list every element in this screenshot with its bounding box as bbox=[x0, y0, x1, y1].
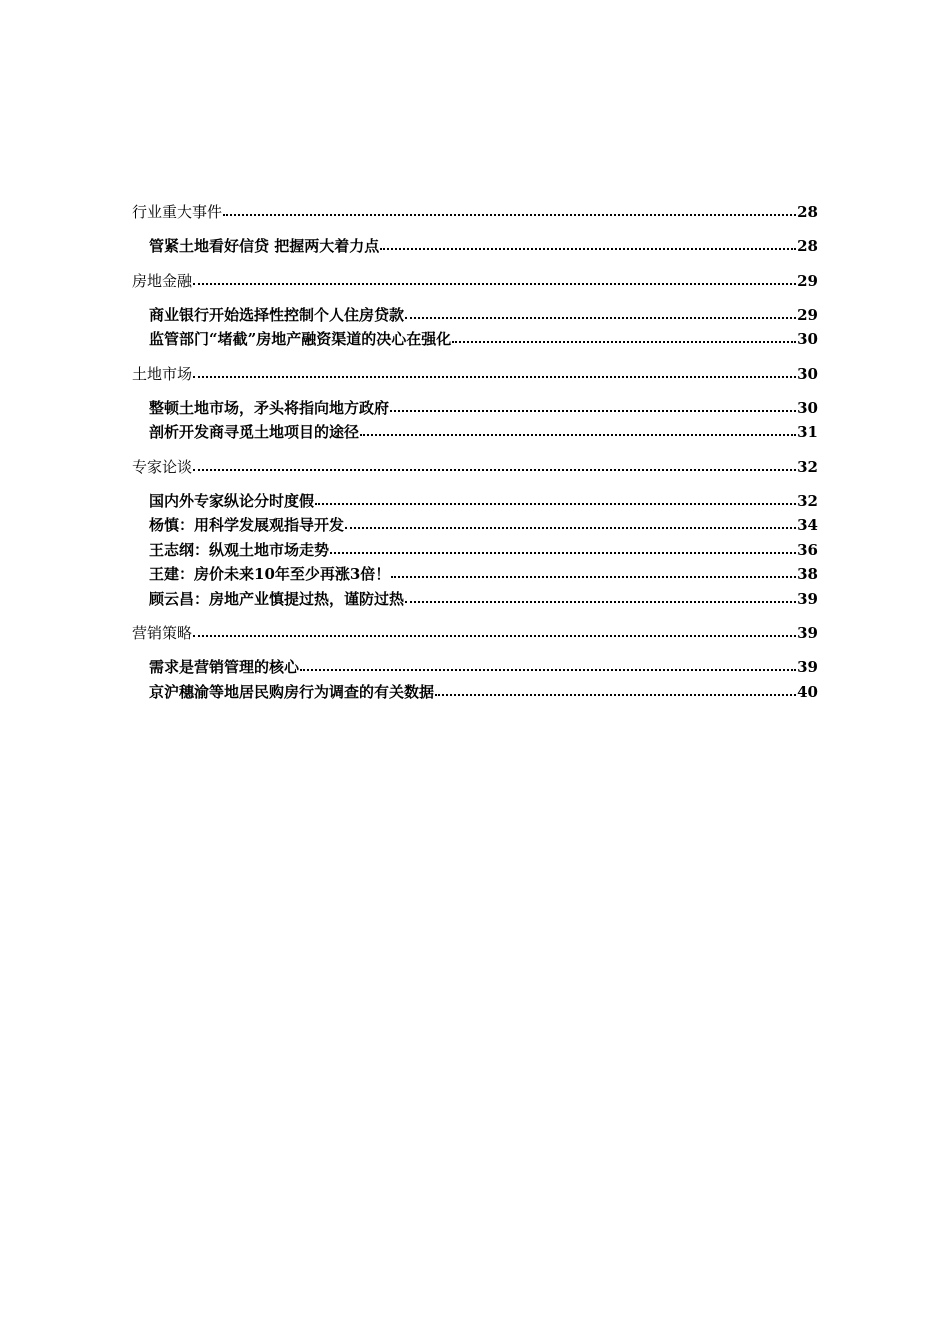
toc-entry-title: 需求是营销管理的核心 bbox=[149, 658, 300, 676]
dot-leader bbox=[193, 364, 796, 379]
dot-leader bbox=[330, 540, 796, 555]
toc-entry-page: 31 bbox=[797, 423, 818, 441]
dot-leader bbox=[405, 589, 796, 604]
toc-entry-page: 34 bbox=[797, 516, 818, 534]
toc-section bbox=[132, 269, 818, 352]
toc-entry-page: 30 bbox=[797, 364, 818, 383]
toc-entry-title: 房地金融 bbox=[132, 271, 193, 290]
toc-entry-page: 38 bbox=[797, 565, 818, 583]
toc-entry-page: 40 bbox=[797, 682, 818, 701]
toc-entry-title: 国内外专家纵论分时度假 bbox=[149, 491, 315, 510]
toc-entry-page: 39 bbox=[797, 624, 818, 642]
toc-entry-title: 杨慎：用科学发展观指导开发 bbox=[149, 516, 345, 534]
toc-entry-page: 36 bbox=[797, 540, 818, 559]
toc-entry-title: 商业银行开始选择性控制个人住房贷款 bbox=[149, 305, 405, 324]
toc-entry-page: 39 bbox=[797, 658, 818, 676]
toc-entry-level1[interactable] bbox=[132, 455, 818, 479]
toc-entry-title: 京沪穗渝等地居民购房行为调查的有关数据 bbox=[149, 682, 435, 701]
toc-entry-title: 营销策略 bbox=[132, 624, 193, 642]
toc-entry-title: 王志纲：纵观土地市场走势 bbox=[149, 540, 330, 559]
toc-entry-level2[interactable] bbox=[132, 420, 818, 445]
dot-leader bbox=[452, 329, 796, 344]
toc-entry-page: 29 bbox=[797, 271, 818, 290]
toc-section bbox=[132, 621, 818, 704]
dot-leader bbox=[193, 457, 796, 472]
dot-leader bbox=[193, 623, 796, 638]
toc-entry-level2[interactable] bbox=[132, 680, 818, 705]
toc-entry-title: 管紧土地看好信贷 把握两大着力点 bbox=[149, 237, 380, 255]
toc-entry-level2[interactable] bbox=[132, 538, 818, 563]
dot-leader bbox=[300, 657, 796, 672]
toc-entry-level1[interactable] bbox=[132, 362, 818, 386]
dot-leader bbox=[345, 515, 796, 530]
toc-entry-level2[interactable] bbox=[132, 513, 818, 538]
dot-leader bbox=[380, 236, 796, 251]
toc-entry-title: 专家论谈 bbox=[132, 457, 193, 476]
toc-entry-page: 29 bbox=[797, 305, 818, 324]
toc-entry-title: 整顿土地市场，矛头将指向地方政府 bbox=[149, 398, 390, 417]
dot-leader bbox=[193, 271, 796, 286]
toc-entry-level1[interactable] bbox=[132, 200, 818, 224]
toc-entry-title: 顾云昌：房地产业慎提过热，谨防过热 bbox=[149, 589, 405, 608]
dot-leader bbox=[315, 491, 796, 506]
toc-entry-page: 39 bbox=[797, 589, 818, 608]
toc-entry-level1[interactable] bbox=[132, 621, 818, 645]
toc-section bbox=[132, 455, 818, 612]
toc-entry-title: 监管部门“堵截”房地产融资渠道的决心在强化 bbox=[149, 330, 452, 348]
toc-section bbox=[132, 362, 818, 445]
dot-leader bbox=[391, 564, 796, 579]
toc-entry-page: 30 bbox=[797, 398, 818, 417]
toc-entry-page: 28 bbox=[797, 203, 818, 221]
dot-leader bbox=[435, 682, 796, 697]
toc-entry-page: 28 bbox=[797, 237, 818, 255]
toc-entry-title: 土地市场 bbox=[132, 364, 193, 383]
toc-entry-page: 32 bbox=[797, 491, 818, 510]
toc-entry-title: 行业重大事件 bbox=[132, 203, 223, 221]
dot-leader bbox=[360, 422, 796, 437]
toc-section bbox=[132, 200, 818, 259]
toc-entry-level2[interactable] bbox=[132, 587, 818, 612]
toc-entry-level2[interactable] bbox=[132, 655, 818, 680]
dot-leader bbox=[223, 202, 796, 217]
toc-entry-page: 30 bbox=[797, 330, 818, 348]
toc-entry-level1[interactable] bbox=[132, 269, 818, 293]
toc-entry-level2[interactable] bbox=[132, 562, 818, 587]
dot-leader bbox=[405, 305, 796, 320]
toc-entry-title: 剖析开发商寻觅土地项目的途径 bbox=[149, 423, 360, 441]
toc-entry-level2[interactable] bbox=[132, 303, 818, 328]
toc-entry-level2[interactable] bbox=[132, 234, 818, 259]
toc-entry-level2[interactable] bbox=[132, 489, 818, 514]
toc-entry-level2[interactable] bbox=[132, 396, 818, 421]
toc-entry-level2[interactable] bbox=[132, 327, 818, 352]
toc-entry-title: 王建：房价未来10年至少再涨3倍！ bbox=[149, 565, 391, 583]
toc-entry-page: 32 bbox=[797, 457, 818, 476]
table-of-contents bbox=[132, 200, 818, 714]
dot-leader bbox=[390, 398, 796, 413]
